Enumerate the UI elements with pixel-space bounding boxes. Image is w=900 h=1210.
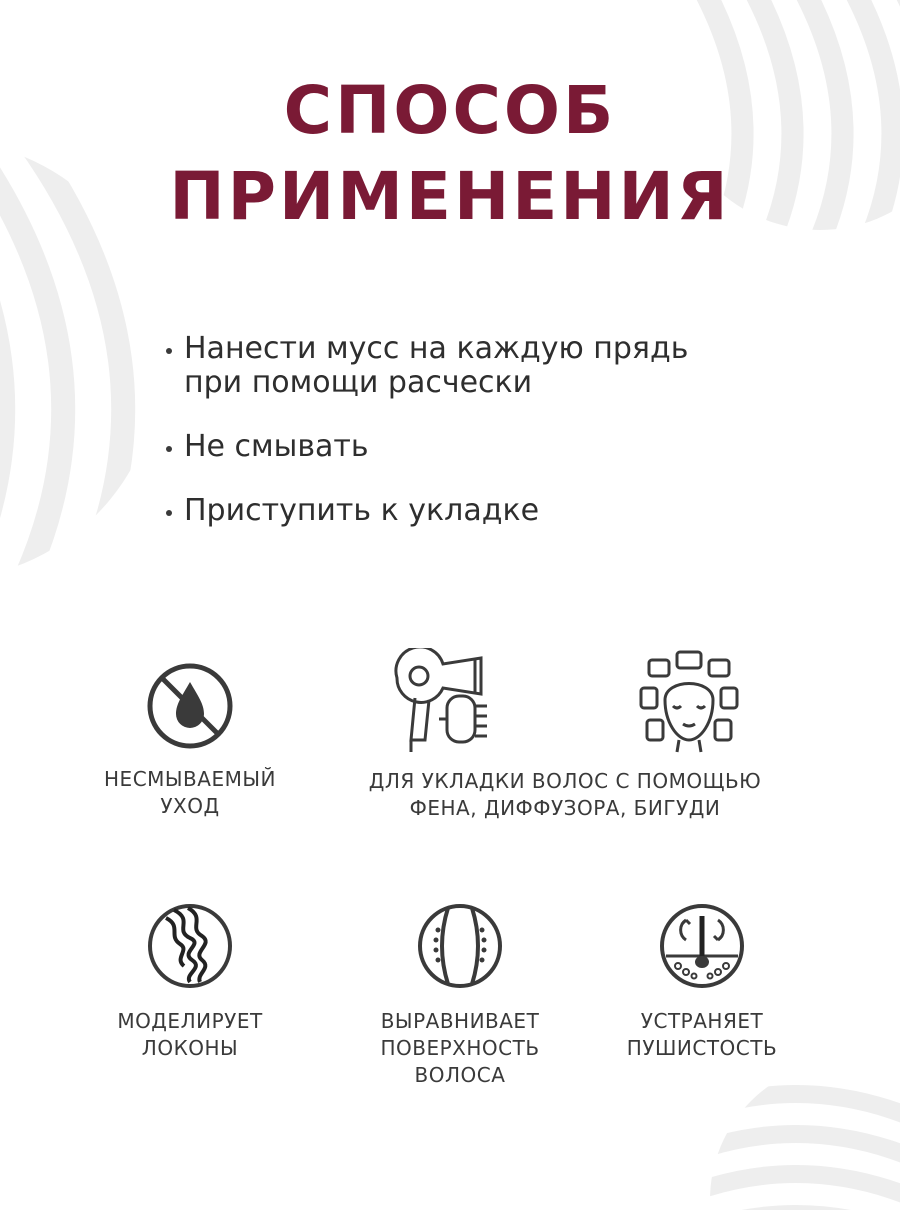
feature-smooth-line-2: ПОВЕРХНОСТЬ [380,1036,540,1060]
hairdryer-diffuser-icon [389,648,493,756]
feature-leave-in [80,660,300,820]
page-title [0,68,900,240]
anti-frizz-follicle-icon [656,900,748,992]
feature-anti-frizz [592,900,812,1062]
curly-hair-icon [144,900,236,992]
feature-smooth [350,900,570,1089]
feature-leave-in-line-1: НЕСМЫВАЕМЫЙ [104,767,276,791]
feature-curls [80,900,300,1062]
no-rinse-drop-icon [144,660,236,752]
feature-anti-frizz-line-1: УСТРАНЯЕТ [640,1009,764,1033]
step-item-1: Нанести мусс на каждую прядь при помощи расчески [160,332,744,400]
feature-curls-line-2: ЛОКОНЫ [141,1036,239,1060]
feature-smooth-line-1: ВЫРАВНИВАЕТ [380,1009,540,1033]
feature-anti-frizz-line-2: ПУШИСТОСТЬ [626,1036,778,1060]
hair-curlers-woman-icon [637,648,741,756]
feature-styling-line-1: ДЛЯ УКЛАДКИ ВОЛОС С ПОМОЩЬЮ [368,769,762,793]
step-item-2: Не смывать [160,430,780,464]
smooth-strand-icon [414,900,506,992]
feature-styling-line-2: ФЕНА, ДИФФУЗОРА, БИГУДИ [409,796,721,820]
title-line-2: ПРИМЕНЕНИЯ [169,158,731,235]
feature-leave-in-line-2: УХОД [160,794,220,818]
application-steps-list [160,332,780,552]
title-line-1: СПОСОБ [283,72,617,149]
feature-smooth-line-3: ВОЛОСА [414,1063,506,1087]
step-item-3: Приступить к укладке [160,494,780,528]
feature-curls-line-1: МОДЕЛИРУЕТ [117,1009,263,1033]
feature-styling [340,648,790,822]
decorative-sphere-bottom-right [700,1050,900,1210]
